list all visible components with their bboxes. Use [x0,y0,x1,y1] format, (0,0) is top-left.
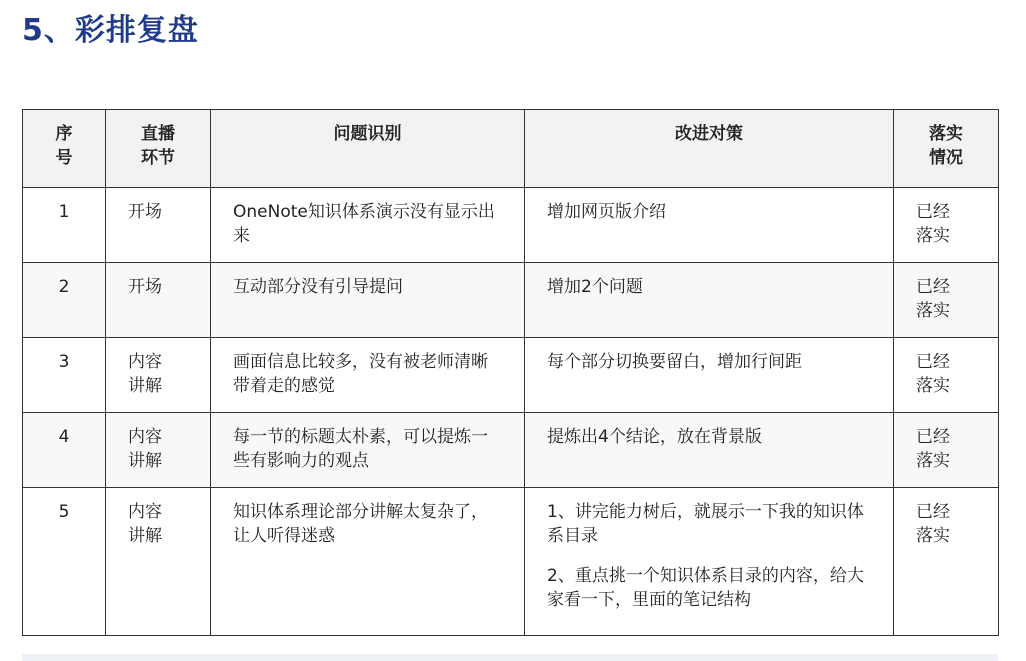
cell-issue: 互动部分没有引导提问 [211,263,525,338]
cell-status [894,413,999,488]
measure-gap [547,548,873,564]
segment-line: 讲解 [128,376,162,396]
status-line: 已经 [916,352,950,372]
cell-segment [106,488,211,636]
segment-line: 开场 [128,202,162,222]
measure-item: 1、讲完能力树后，就展示一下我的知识体系目录 [547,502,864,546]
table-body [23,188,999,636]
table-row [23,338,999,413]
next-section-strip [22,654,998,661]
status-line: 落实 [916,451,950,471]
cell-no: 5 [23,488,106,636]
cell-measure [525,488,894,636]
status-line: 落实 [916,301,950,321]
table-row [23,413,999,488]
table-header-row [23,110,999,188]
header-no-line-1: 序 [55,124,73,144]
cell-measure [525,413,894,488]
header-segment [106,110,211,188]
header-measure: 改进对策 [525,110,894,188]
status-line: 已经 [916,427,950,447]
table-row [23,263,999,338]
header-status-line-2: 情况 [929,148,963,168]
cell-segment [106,263,211,338]
cell-issue: OneNote知识体系演示没有显示出来 [211,188,525,263]
cell-status [894,488,999,636]
cell-status [894,338,999,413]
segment-line: 内容 [128,352,162,372]
status-line: 落实 [916,226,950,246]
measure-item: 提炼出4个结论，放在背景版 [547,427,762,447]
status-line: 已经 [916,502,950,522]
measure-item: 增加网页版介绍 [547,202,666,222]
segment-line: 内容 [128,427,162,447]
header-segment-line-2: 环节 [141,148,175,168]
section-title: 5、彩排复盘 [22,13,199,48]
status-line: 已经 [916,277,950,297]
measure-item: 增加2个问题 [547,277,643,297]
segment-line: 开场 [128,277,162,297]
header-status [894,110,999,188]
cell-issue: 每一节的标题太朴素，可以提炼一些有影响力的观点 [211,413,525,488]
cell-no: 4 [23,413,106,488]
status-line: 落实 [916,376,950,396]
cell-measure [525,188,894,263]
measure-item: 2、重点挑一个知识体系目录的内容，给大家看一下，里面的笔记结构 [547,566,864,610]
cell-no: 2 [23,263,106,338]
status-line: 落实 [916,526,950,546]
rehearsal-review-table [22,109,999,636]
cell-measure [525,338,894,413]
cell-issue: 知识体系理论部分讲解太复杂了，让人听得迷惑 [211,488,525,636]
table-row [23,488,999,636]
segment-line: 讲解 [128,451,162,471]
cell-status [894,263,999,338]
status-line: 已经 [916,202,950,222]
cell-segment [106,188,211,263]
header-status-line-1: 落实 [929,124,963,144]
cell-segment [106,338,211,413]
header-no-line-2: 号 [55,148,73,168]
table-row [23,188,999,263]
cell-status [894,188,999,263]
cell-no: 3 [23,338,106,413]
cell-issue: 画面信息比较多，没有被老师清晰带着走的感觉 [211,338,525,413]
cell-no: 1 [23,188,106,263]
header-no [23,110,106,188]
header-issue: 问题识别 [211,110,525,188]
header-segment-line-1: 直播 [141,124,175,144]
segment-line: 内容 [128,502,162,522]
measure-item: 每个部分切换要留白，增加行间距 [547,352,802,372]
cell-segment [106,413,211,488]
segment-line: 讲解 [128,526,162,546]
cell-measure [525,263,894,338]
